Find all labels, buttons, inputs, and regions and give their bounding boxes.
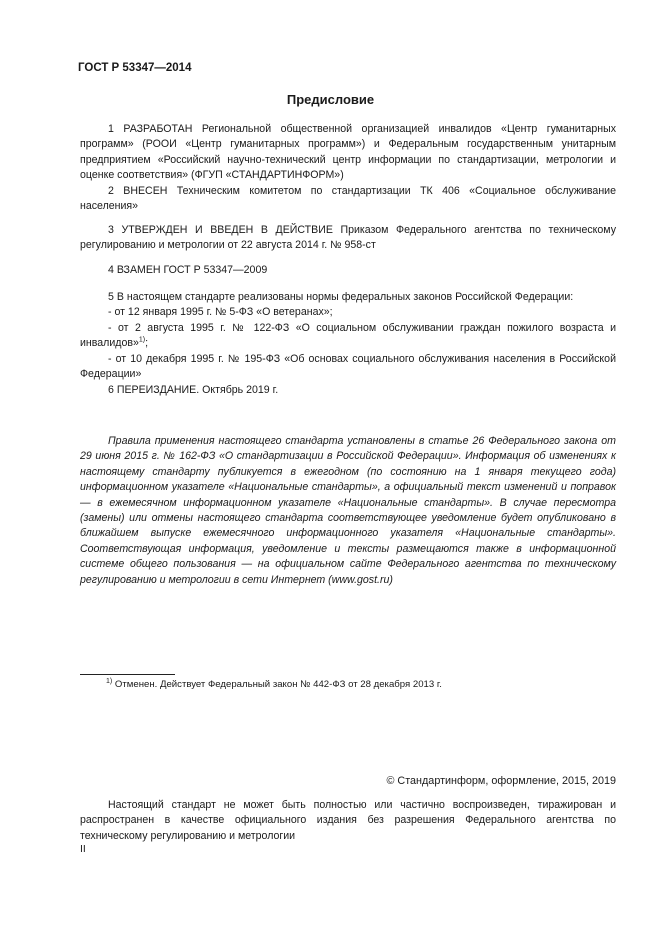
standard-id: ГОСТ Р 53347—2014 (78, 62, 192, 74)
law-social-service-elderly-text: - от 2 августа 1995 г. № 122-ФЗ «О социальном обслуживании граждан пожилого возраста и инвалидов» (80, 321, 616, 350)
item-4-replaces: 4 ВЗАМЕН ГОСТ Р 53347—2009 (108, 264, 268, 276)
item-1-developed: 1 РАЗРАБОТАН Региональной общественной организацией инвалидов «Центр гуманитарных программ» (РООИ «Центр гуманитарных программ») и Федеральным государственным унитарным предприятием «Российский научно-технический центр информации по стандартизации, метрологии и оценке соответствия» (ФГУП «СТАНДАРТИНФОРМ») (80, 123, 616, 182)
footnote-marker: 1) (106, 677, 113, 685)
footnote-ref: 1) (138, 336, 146, 344)
item-3-approved: 3 УТВЕРЖДЕН И ВВЕДЕН В ДЕЙСТВИЕ Приказом Федерального агентства по техническому регулированию и метрологии от 22 августа 2014 г. № 958-ст (80, 224, 616, 252)
law-veterans: - от 12 января 1995 г. № 5-ФЗ «О ветеранах»; (108, 306, 333, 319)
item-6-reissue: 6 ПЕРЕИЗДАНИЕ. Октябрь 2019 г. (108, 384, 279, 396)
law-social-service-elderly-end: ; (145, 337, 149, 350)
law-social-service-elderly (80, 321, 616, 352)
footnote (106, 679, 442, 690)
copyright: © Стандартинформ, оформление, 2015, 2019 (386, 775, 616, 787)
rules-of-application-note: Правила применения настоящего стандарта установлены в статье 26 Федерального закона от 29 июня 2015 г. № 162-ФЗ «О стандартизации в Российской Федерации». Информация об изменениях к настоящему стандарту публикуется в ежегодном (по состоянию на 1 января текущего года) информационном указателе «Национальные стандарты», а официальный текст изменений и поправок — в ежемесячном информационном указателе «Национальные стандарты». В случае пересмотра (замены) или отмены настоящего стандарта соответствующее уведомление будет опубликовано в ближайшем выпуске ежемесячного информационного указателя «Национальные стандарты». Соответствующая информация, уведомление и тексты размещаются также в информационной системе общего пользования — на официальном сайте Федерального агентства по техническому регулированию и метрологии в сети Интернет (www.gost.ru) (80, 435, 616, 586)
footnote-divider (80, 674, 175, 675)
page-number: II (80, 843, 86, 855)
item-5-laws (80, 290, 616, 382)
footnote-text: Отменен. Действует Федеральный закон № 442-ФЗ от 28 декабря 2013 г. (114, 679, 442, 690)
law-social-service-basics: - от 10 декабря 1995 г. № 195-ФЗ «Об основах социального обслуживания населения в Российской Федерации» (80, 352, 616, 381)
item-5-intro: 5 В настоящем стандарте реализованы нормы федеральных законов Российской Федерации: (108, 291, 574, 303)
reproduction-notice: Настоящий стандарт не может быть полностью или частично воспроизведен, тиражирован и распространен в качестве официального издания без разрешения Федерального агентства по техническому регулированию и метрологии (80, 799, 616, 842)
item-2-submitted: 2 ВНЕСЕН Техническим комитетом по стандартизации ТК 406 «Социальное обслуживание населения» (80, 185, 616, 213)
page-title: Предисловие (286, 92, 375, 107)
